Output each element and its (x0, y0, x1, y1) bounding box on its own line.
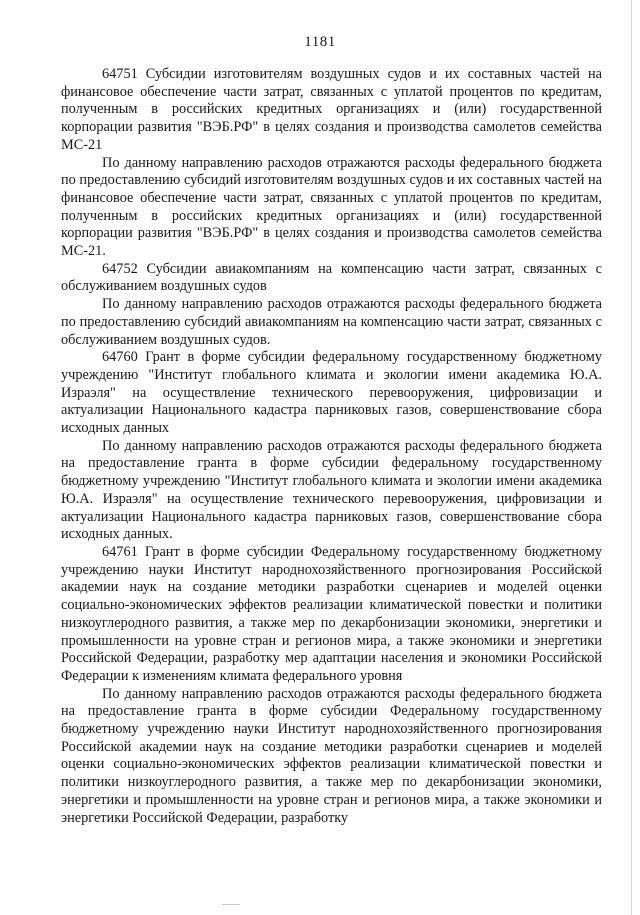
paragraph-64760-description: По данному направлению расходов отражаются расходы федерального бюджета на предоставление гранта в форме субсидии федеральному государственному бюджетному учреждению "Институт глобального климата и экологии имени академика Ю.А. Израэля" на осуществление технического перевооружения, цифровизации и актуализации Национального кадастра парниковых газов, совершенствование сбора исходных данных. (61, 437, 602, 543)
scan-artifact (222, 904, 240, 905)
paragraph-64760-title: 64760 Грант в форме субсидии федеральному государственному бюджетному учреждению "Институт глобального климата и экологии имени академика Ю.А. Израэля" на осуществление технического перевооружения, цифровизации и актуализации Национального кадастра парниковых газов, совершенствование сбора исходных данных (61, 349, 602, 437)
paragraph-64752-title: 64752 Субсидии авиакомпаниям на компенсацию части затрат, связанных с обслуживанием воздушных судов (61, 260, 602, 295)
document-body (61, 66, 602, 827)
paragraph-64751-title: 64751 Субсидии изготовителям воздушных судов и их составных частей на финансовое обеспечение части затрат, связанных с уплатой процентов по кредитам, полученным в российских кредитных организациях и (или) государственной корпорации развития "ВЭБ.РФ" в целях создания и производства самолетов семейства МС-21 (61, 66, 602, 153)
page-number: 1181 (304, 34, 336, 50)
paragraph-64761-description: По данному направлению расходов отражаются расходы федерального бюджета на предоставление гранта в форме субсидии Федеральному государственному бюджетному учреждению науки Институт народнохозяйственного прогнозирования Российской академии наук на создание методики разработки сценариев и моделей оценки социально-экономических эффектов реализации климатической повестки и политики низкоуглеродного развития, а также мер по декарбонизации экономики, энергетики и промышленности на уровне стран и регионов мира, а также экономики и энергетики Российской Федерации, разработку (61, 685, 602, 826)
paragraph-64751-description: По данному направлению расходов отражаются расходы федерального бюджета по предоставлению субсидий изготовителям воздушных судов и их составных частей на финансовое обеспечение части затрат, связанных с уплатой процентов по кредитам, полученным в российских кредитных организациях и (или) государственной корпорации развития "ВЭБ.РФ" в целях создания и производства самолетов семейства МС-21. (61, 154, 602, 260)
paragraph-64752-description: По данному направлению расходов отражаются расходы федерального бюджета по предоставлению субсидий авиакомпаниям на компенсацию части затрат, связанных с обслуживанием воздушных судов. (61, 296, 602, 348)
paragraph-64761-title: 64761 Грант в форме субсидии Федеральному государственному бюджетному учреждению науки Институт народнохозяйственного прогнозирования Российской академии наук на создание методики разработки сценариев и моделей оценки социально-экономических эффектов реализации климатической повестки и политики низкоуглеродного развития, а также мер по декарбонизации экономики, энергетики и промышленности на уровне стран и регионов мира, а также экономики и энергетики Российской Федерации, разработку мер адаптации населения и экономики Российской Федерации к изменениям климата федерального уровня (61, 543, 602, 684)
scan-edge-line (631, 0, 632, 915)
